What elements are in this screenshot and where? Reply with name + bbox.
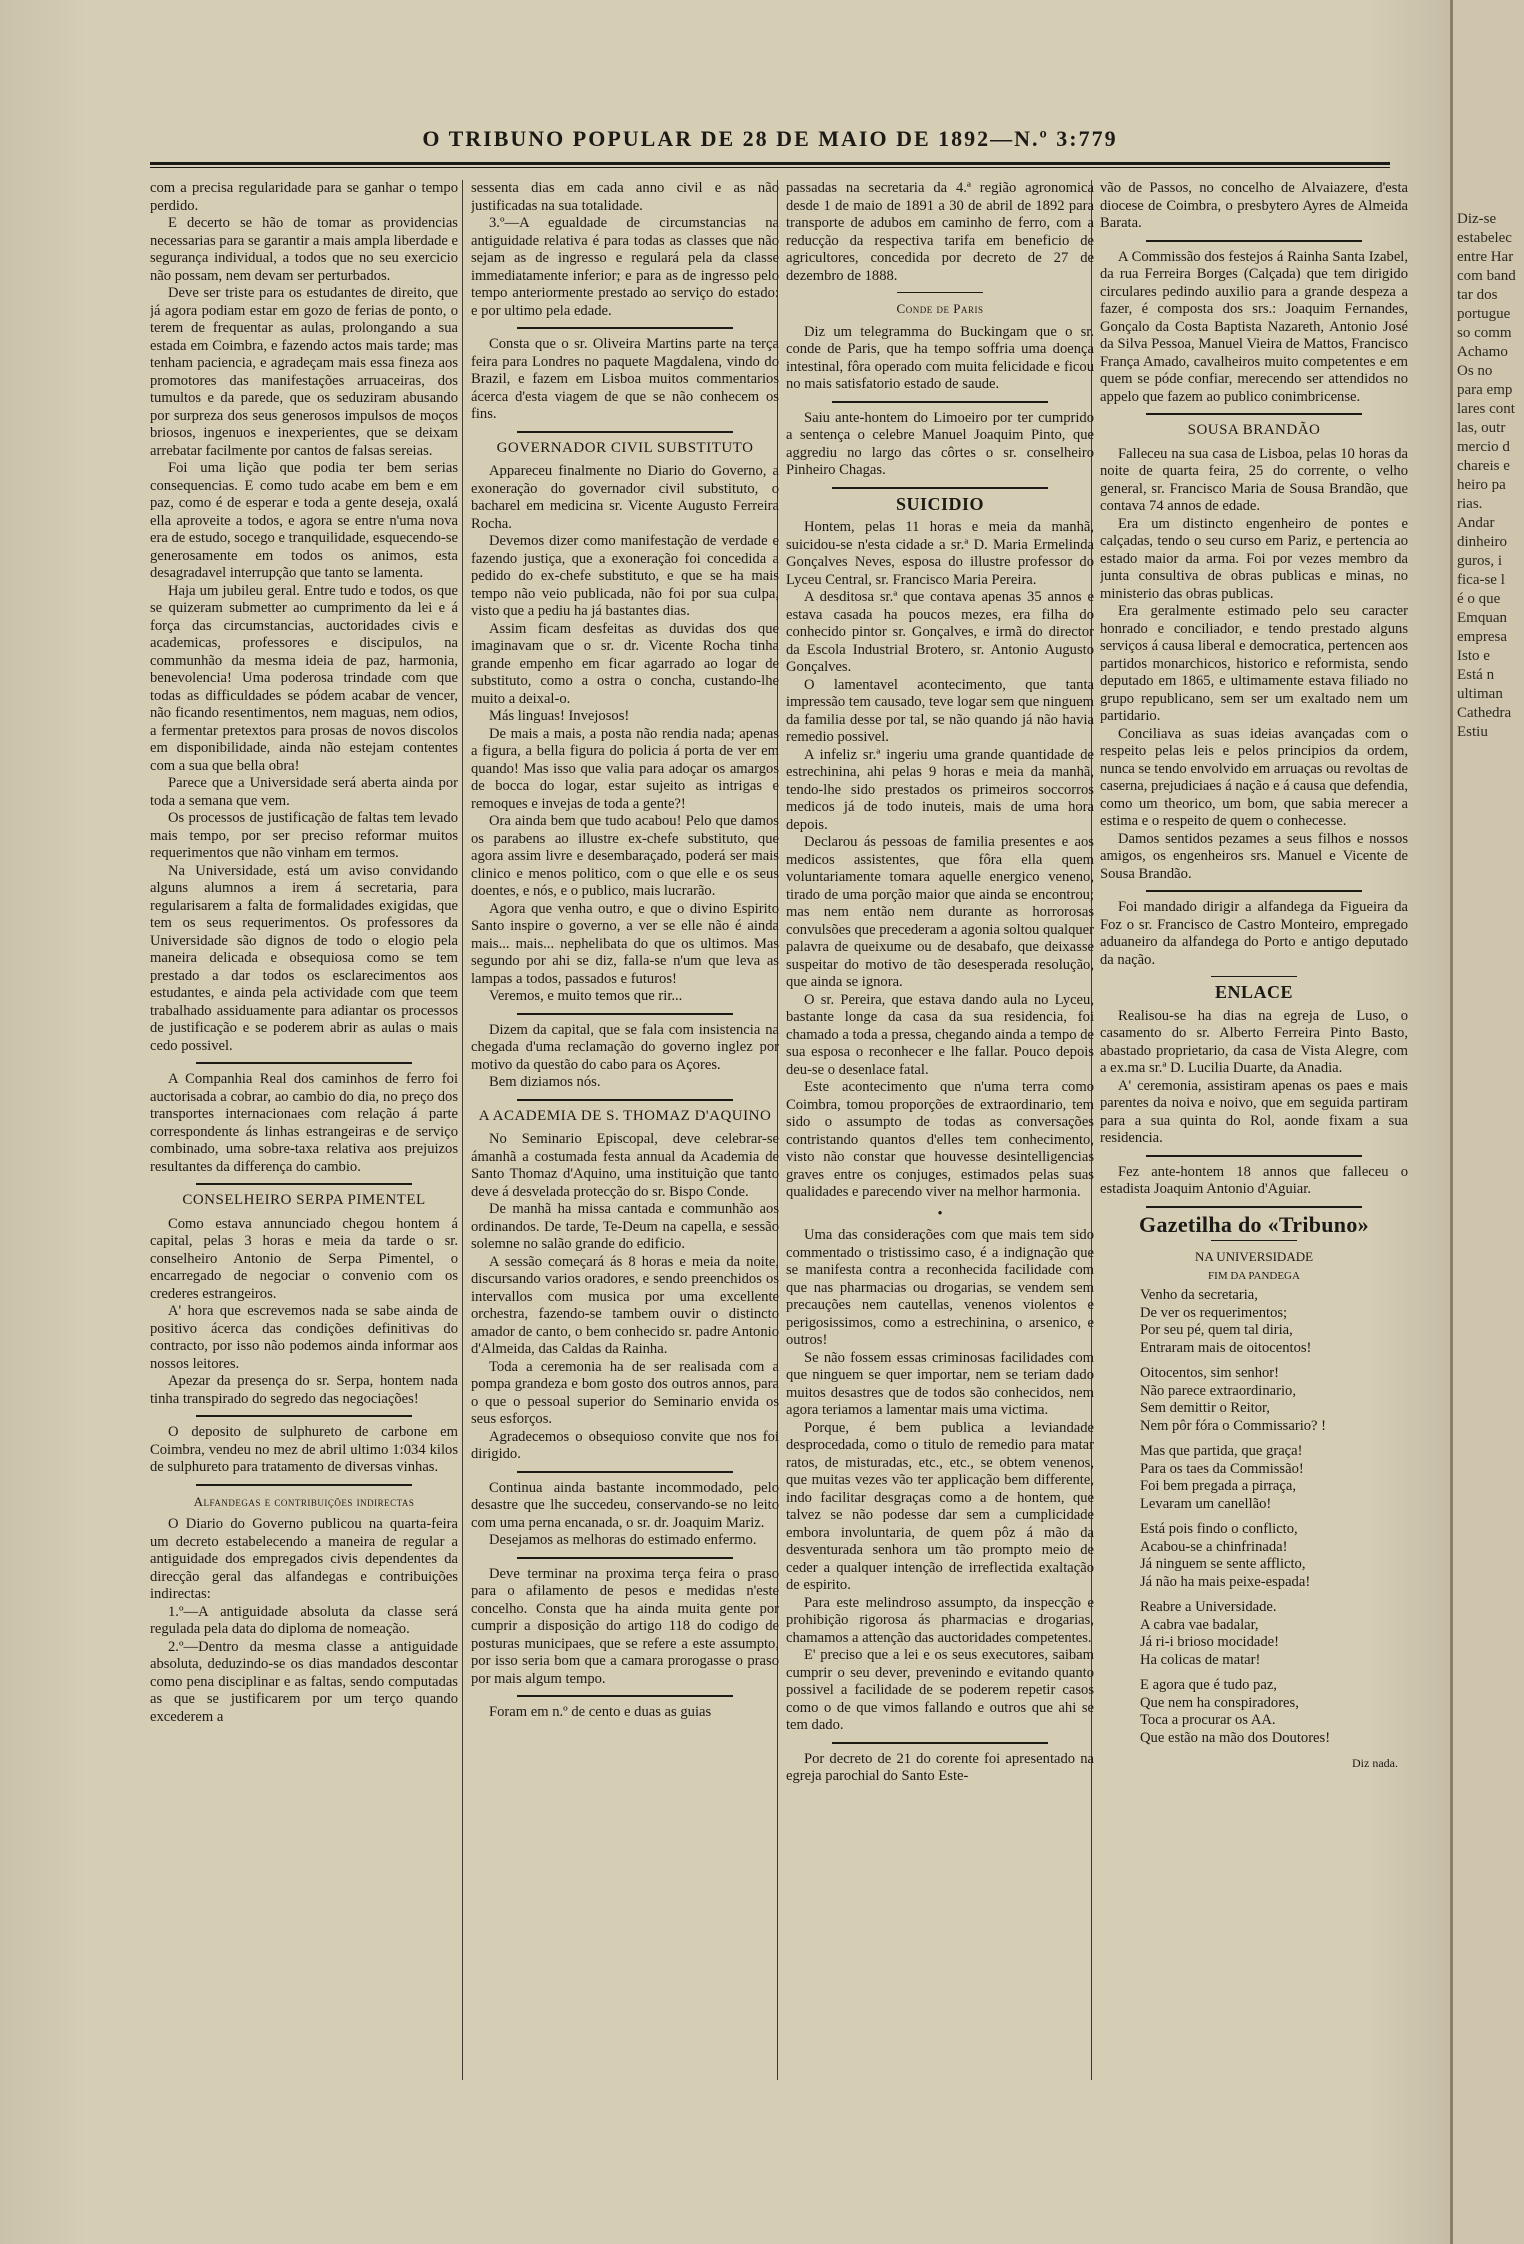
paragraph: Declarou ás pessoas de familia presentes e aos medicos assistentes, que fôra ella quem voluntariamente tomara aquelle energico veneno, tirado de uma porção maior que ainda se encontrou; mas nem então nem durante as horrorosas convulsões que precederam a agonia soltou qualquer palavra de queixume ou de desabafo, que deixasse suspeitar do motivo de tão desesperada resolução, que ainda se ignora.	[786, 834, 1094, 990]
gazetilha-subtitle-2: FIM DA PANDEGA	[1208, 1269, 1300, 1282]
adjacent-page-fragment: com band	[1457, 268, 1516, 284]
adjacent-page-fragment: tar dos	[1457, 287, 1498, 303]
adjacent-page-edge	[1450, 0, 1524, 2244]
adjacent-page-fragment: estabelec	[1457, 230, 1512, 246]
verse-line: Levaram um canellão!	[1140, 1495, 1272, 1512]
paragraph: Agora que venha outro, e que o divino Espirito Santo inspire o governo, a ver se elle não é ainda mais... mais... nephelibata do que os ultimos. Mas segundo por ahi se diz, falla-se n'um que leva as lampas a todos, passados e futuros!	[471, 900, 779, 987]
paragraph: Falleceu na sua casa de Lisboa, pelas 10 horas da noite de quarta feira, 25 do corrente, o velho general, sr. Francisco Maria de Sousa Brandão, que contava 74 annos de edade.	[1100, 445, 1408, 514]
adjacent-page-fragment: heiro pa	[1457, 477, 1506, 493]
paragraph: Era um distincto engenheiro de pontes e calçadas, tendo o seu curso em Pariz, e pertencia ao estado maior da arma. Foi por vezes membro da junta consultiva de obras publicas e minas, no ministerio das obras publicas.	[1100, 515, 1408, 602]
section-separator	[517, 327, 733, 329]
verse-stanza	[1140, 1521, 1408, 1591]
paragraph: Conciliava as suas ideias avançadas com o respeito pelas leis e pelos principios da ordem, nunca se tendo envolvido em arruaças ou revoltas de caserna, prejudiciaes á nação e á causa que defendia, como um theorico, um bom, que sabia merecer a estima e o respeito de quem o conhecesse.	[1100, 725, 1408, 829]
section-separator	[517, 1471, 733, 1473]
adjacent-page-fragment: so comm	[1457, 325, 1512, 341]
paragraph: Foi uma lição que podia ter bem serias consequencias. E como tudo acabe em bem e em paz, como é de esperar e toda a gente deseja, oxalá ella aproveite a todos, e agora se entre n'uma nova era de estudo, socego e tranquilidade, esquecendo-se generosamente em todos os animos, esta desagradavel interrupção que tanto se lamenta.	[150, 460, 458, 581]
verse-stanza	[1140, 1443, 1408, 1513]
verse-line: E agora que é tudo paz,	[1140, 1677, 1277, 1693]
paragraph: A desditosa sr.ª que contava apenas 35 annos e estava casada ha poucos mezes, era filha do conhecido pintor sr. Gonçalves, e irmã do director da Escola Industrial Brotero, sr. Antonio Augusto Gonçalves.	[786, 589, 1094, 675]
adjacent-page-fragment: Isto e	[1457, 648, 1490, 664]
verse-line: Nem pôr fóra o Commissario? !	[1140, 1417, 1327, 1434]
paragraph: Agradecemos o obsequioso convite que nos foi dirigido.	[471, 1428, 779, 1462]
paragraph: 2.º—Dentro da mesma classe a antiguidade absoluta, deduzindo-se os dias mandados descontar como pena disciplinar e as faltas, sendo computadas as que se justificarem por um terço quando excederem a	[150, 1638, 458, 1725]
adjacent-page-fragment: chareis e	[1457, 458, 1510, 474]
verse-line: Toca a procurar os AA.	[1140, 1712, 1276, 1728]
paragraph: passadas na secretaria da 4.ª região agronomica desde 1 de maio de 1891 a 30 de abril de 1892 para transporte de adubos em caminho de ferro, com a reducção da respectiva tarifa em beneficio de agricultores, concedida por decreto de 27 de dezembro de 1888.	[786, 180, 1094, 284]
paragraph: A sessão começará ás 8 horas e meia da noite, discursando varios oradores, e sendo preenchidos os intervallos com musica por uma excellente orchestra, fazendo-se tambem ouvir o distincto amador de canto, o bem conhecido sr. padre Antonio d'Almeida, das Caldas da Rainha.	[471, 1253, 779, 1357]
paragraph: Porque, é bem publica a leviandade desprocedada, como o titulo de remedio para matar ratos, de misturadas, etc., etc., se obtem venenos, que muitas vezes vão ter applicação bem differente, indo facilitar desgraças como a de hontem, que talvez se não podesse dar sem a cumplicidade embora involuntaria, de quem pôz á mão da desventurada senhora um tão prompto meio de ceder a qualquer intenção de irreflectida exaltação de espirito.	[786, 1419, 1094, 1593]
paragraph: Como estava annunciado chegou hontem á capital, pelas 3 horas e meia da tarde o sr. conselheiro Antonio de Serpa Pimentel, o encarregado de negociar o convenio com os crederes estrangeiros.	[150, 1215, 458, 1302]
adjacent-page-fragment: dinheiro	[1457, 534, 1507, 550]
adjacent-page-fragment: guros, i	[1457, 553, 1502, 569]
verse-line: Está pois findo o conflicto,	[1140, 1521, 1298, 1537]
header-rule-thin	[150, 167, 1390, 168]
paragraph: Apezar da presença do sr. Serpa, hontem nada tinha transpirado do segredo das negociações!	[150, 1373, 458, 1407]
verse-line: Foi bem pregada a pirraça,	[1140, 1478, 1296, 1494]
paragraph: No Seminario Episcopal, deve celebrar-se ámanhã a costumada festa annual da Academia de Santo Thomaz d'Aquino, uma instituição que tanto deve á desvelada protecção do sr. Bispo Conde.	[471, 1131, 779, 1200]
verse-line: Não parece extraordinario,	[1140, 1382, 1296, 1399]
section-separator	[1146, 413, 1362, 415]
article-heading: GOVERNADOR CIVIL SUBSTITUTO	[496, 439, 754, 456]
adjacent-page-fragment: ultiman	[1457, 686, 1503, 702]
paragraph: E' preciso que a lei e os seus executores, saibam cumprir o seu dever, prevenindo e evitando quanto possivel a facilidade de se poderem repetir casos como o de que vimos fallando e outros que ahi se tem dado.	[786, 1647, 1094, 1733]
verse-line: Oitocentos, sim senhor!	[1140, 1365, 1280, 1381]
paragraph: Os processos de justificação de faltas tem levado mais tempo, por ser preciso reformar muitos requerimentos que não vinham em termos.	[150, 810, 458, 861]
section-separator	[897, 292, 983, 293]
paragraph: Haja um jubileu geral. Entre tudo e todos, os que se quizeram submetter ao cumprimento da lei e á força das circumstancias, auctoridades civis e academicas, professores e discipulos, na communhão da mesma ideia de paz, harmonia, benevolencia! Uma poderosa trindade com que todas as difficuldades se pódem acabar de vencer, não ficando resentimentos, nem maguas, nem odios, a fermentar pretextos para prosas de novos discolos em disponibilidade, ainda não estejam contentes com a sua que bella obra!	[150, 582, 458, 774]
paragraph: Foi mandado dirigir a alfandega da Figueira da Foz o sr. Francisco de Castro Monteiro, empregado aduaneiro da alfandega do Porto e antigo deputado da nação.	[1100, 899, 1408, 968]
verse-line: Que estão na mão dos Doutores!	[1140, 1729, 1331, 1746]
verse-stanza	[1140, 1677, 1408, 1747]
paragraph: Ora ainda bem que tudo acabou! Pelo que damos os parabens ao illustre ex-chefe substituto, que agora assim livre e desembaraçado, poderá ser mais clinico e menos politico, com o que elle e os seus doentes, e nós, e o publico, mais lucrarão.	[471, 813, 779, 899]
verse-stanza	[1140, 1365, 1408, 1435]
paragraph: Fez ante-hontem 18 annos que falleceu o estadista Joaquim Antonio d'Aguiar.	[1100, 1163, 1408, 1197]
paragraph: Consta que o sr. Oliveira Martins parte na terça feira para Londres no paquete Magdalena, vindo do Brazil, e fazem em Lisboa muitos commentarios ácerca d'esta viagem de que se não conhecem os fins.	[471, 336, 779, 422]
signature: Diz nada.	[1352, 1756, 1398, 1770]
paragraph: Na Universidade, está um aviso convidando alguns alumnos a irem á secretaria, para regularisarem a falta de formalidades exigidas, que tem os seus requerimentos. Os professores da Universidade são dignos de todo o elogio pela maneira delicada e obsequiosa como se tem prestado a dar todos os esclarecimentos aos estudantes, e ainda pela actividade com que teem trabalhado assiduamente para adiantar os processos de justificação e se poderem abrir as aulas o mais cedo possivel.	[150, 862, 458, 1054]
section-separator	[1146, 240, 1362, 242]
paragraph: Devemos dizer como manifestação de verdade e fazendo justiça, que a exoneração foi concedida a pedido do ex-chefe substituto, e que se ha mais tempo não veio publicada, não foi por sua culpa, visto que a pediu ha já bastantes dias.	[471, 533, 779, 619]
verse-line: Entraram mais de oitocentos!	[1140, 1339, 1312, 1356]
adjacent-page-fragment: Emquan	[1457, 610, 1507, 626]
verse-line: De ver os requerimentos;	[1140, 1304, 1288, 1321]
section-separator	[832, 1742, 1048, 1744]
paragraph: A' ceremonia, assistiram apenas os paes e mais parentes da noiva e noivo, que em seguida partiram para a sua quinta do Rol, aonde fixam a sua residencia.	[1100, 1077, 1408, 1146]
section-separator	[517, 1099, 733, 1101]
paragraph: A infeliz sr.ª ingeriu uma grande quantidade de estrechinina, ahi pelas 9 horas e meia da manhã, tendo-lhe sido prestados os primeiros soccorros medicos já de todo inuteis, mais de uma hora depois.	[786, 746, 1094, 833]
verse-line: Sem demittir o Reitor,	[1140, 1400, 1270, 1416]
section-separator	[832, 487, 1048, 489]
section-separator	[1146, 890, 1362, 892]
adjacent-page-fragment: rias.	[1457, 496, 1483, 512]
section-separator	[196, 1415, 412, 1417]
adjacent-page-fragment: para emp	[1457, 382, 1513, 398]
verse-line: Reabre a Universidade.	[1140, 1599, 1277, 1615]
section-separator	[196, 1062, 412, 1064]
paragraph: Foram em n.º de cento e duas as guias	[489, 1704, 712, 1720]
paragraph: Desejamos as melhoras do estimado enfermo.	[489, 1532, 757, 1548]
paragraph: O Diario do Governo publicou na quarta-feira um decreto estabelecendo a maneira de regular a antiguidade dos empregados civis dependentes da direcção geral das alfandegas e contribuições indirectas:	[150, 1516, 458, 1602]
verse-line: Para os taes da Commissão!	[1140, 1460, 1304, 1477]
paragraph: Assim ficam desfeitas as duvidas dos que imaginavam que o sr. dr. Vicente Rocha tinha grande empenho em ficar agarrado ao logar de substituto, como a ostra o concha, custando-lhe muito a deixal-o.	[471, 620, 779, 707]
verse-line: Por seu pé, quem tal diria,	[1140, 1322, 1293, 1338]
paragraph: com a precisa regularidade para se ganhar o tempo perdido.	[150, 180, 458, 214]
article-heading: A ACADEMIA DE S. THOMAZ D'AQUINO	[478, 1107, 772, 1124]
adjacent-page-fragment: Os no	[1457, 363, 1493, 379]
verse-line: Acabou-se a chinfrinada!	[1140, 1538, 1288, 1555]
article-heading: SOUSA BRANDÃO	[1187, 422, 1321, 438]
section-separator	[196, 1484, 412, 1486]
gazetilha-subtitle: NA UNIVERSIDADE	[1194, 1249, 1314, 1264]
paragraph: Por decreto de 21 do corente foi apresentado na egreja parochial do Santo Este-	[786, 1750, 1094, 1784]
column-2	[471, 180, 779, 2080]
adjacent-page-fragment: Está n	[1457, 667, 1495, 683]
adjacent-page-fragment: mercio d	[1457, 439, 1510, 455]
article-heading: CONSELHEIRO SERPA PIMENTEL	[182, 1192, 426, 1208]
paragraph: A Companhia Real dos caminhos de ferro foi auctorisada a cobrar, ao cambio do dia, no preço dos transportes internacionaes com relação á parte correspondente ás linhas estrangeiras e de serviço combinado, uma sobre-taxa relativa aos prejuizos resultantes da differença do cambio.	[150, 1071, 458, 1175]
paragraph: Veremos, e muito temos que rir...	[489, 988, 683, 1004]
adjacent-page-fragment: empresa	[1457, 629, 1507, 645]
paragraph: O sr. Pereira, que estava dando aula no Lyceu, bastante longe da casa da sua residencia, foi chamado a toda a pressa, chegando ainda a tempo de sua esposa o reconhecer e lhe fallar. Pouco depois deu-se o desenlace fatal.	[786, 991, 1094, 1078]
bullet-divider: •	[937, 1205, 943, 1222]
adjacent-page-fragment: Andar	[1457, 515, 1495, 531]
paragraph: Deve terminar na proxima terça feira o praso para o afilamento de pesos e medidas n'este concelho. Consta que ha ainda muita gente por cumprir a disposição do artigo 118 do codigo de posturas municipaes, que se refere a este assumpto, por isso seria bom que a camara prorogasse o praso por mais algum tempo.	[471, 1565, 779, 1687]
paragraph: O deposito de sulphureto de carbone em Coimbra, vendeu no mez de abril ultimo 1:034 kilos de sulphureto para tratamento de diversas vinhas.	[150, 1424, 458, 1475]
paragraph: Uma das considerações com que mais tem sido commentado o tristissimo caso, é a indignação que se manifesta contra a reconhecida facilidade com que nas pharmacias ou drogarias, se vendem sem precauções nem cautellas, venenos violentos e perigosissimos, como a estrechinina, o arsenico, e outros!	[786, 1227, 1094, 1348]
adjacent-page-fragment: Estiu	[1457, 724, 1488, 740]
section-separator	[1211, 976, 1297, 977]
article-heading: Alfandegas e contribuições indirectas	[193, 1493, 415, 1509]
paragraph: A Commissão dos festejos á Rainha Santa Izabel, da rua Ferreira Borges (Calçada) que tem dirigido circulares pedindo auxilio para a grande despeza a fazer, é composta dos srs.: Joaquim Fernandes, Gonçalo da Costa Baptista Nazareth, Antonio José da Silva Pessoa, Manuel Vieira de Mattos, Francisco França Amado, cavalheiros muito competentes e em quem se póde confiar, merecendo ser attendidos no appelo que fazem ao publico conimbricense.	[1100, 248, 1408, 405]
article-heading: SUICIDIO	[895, 493, 985, 514]
adjacent-page-fragment: lares cont	[1457, 401, 1515, 417]
verse-line: Venho da secretaria,	[1140, 1287, 1258, 1303]
adjacent-page-fragment: entre Har	[1457, 249, 1514, 265]
paragraph: Era geralmente estimado pelo seu caracter honrado e conciliador, e tendo prestado alguns serviços á causa liberal e democratica, pertencen aos partidos monarchicos, historico e reformista, sendo deputado em 1865, e ultimamente estava filiado no grupo republicano, sem ser um exaltado nem um partidario.	[1100, 603, 1408, 724]
column-1	[150, 180, 458, 2080]
adjacent-page-fragment: Diz-se	[1457, 211, 1497, 227]
adjacent-page-fragment: las, outr	[1457, 420, 1506, 436]
paragraph: Deve ser triste para os estudantes de direito, que já agora podiam estar em gozo de ferias de ponto, o terem de frequentar as aulas, prolongando a sua estada em Coimbra, e fazendo actos mais tarde; mas tenham paciencia, e agradeçam mais essa fineza aos promotores das manifestações arruaceiras, dos tumultos e da parede, que os seduziram abusando por surpreza dos seus generosos impulsos de moços briosos, ingenuos e inexperientes, que se deixam arrebatar facilmente por cantos de falsas sereias.	[150, 285, 458, 459]
verse-stanza	[1140, 1599, 1408, 1669]
paragraph: Damos sentidos pezames a seus filhos e nossos amigos, os engenheiros srs. Manuel e Vicente de Sousa Brandão.	[1100, 830, 1408, 882]
paragraph: vão de Passos, no concelho de Alvaiazere, d'esta diocese de Coimbra, o presbytero Ayres de Almeida Barata.	[1100, 180, 1408, 231]
article-heading: ENLACE	[1214, 982, 1293, 1002]
paragraph: A' hora que escrevemos nada se sabe ainda de positivo ácerca das condições definitivas do contracto, por isso não podemos ainda informar aos nossos leitores.	[150, 1303, 458, 1372]
adjacent-page-fragment: portugue	[1457, 306, 1511, 322]
paragraph: Saiu ante-hontem do Limoeiro por ter cumprido a sentença o celebre Manuel Joaquim Pinto, que aggrediu no largo das côrtes o sr. conselheiro Pinheiro Chagas.	[786, 409, 1094, 478]
verse-line: Já ri-i brioso mocidade!	[1140, 1634, 1280, 1650]
paragraph: Se não fossem essas criminosas facilidades com que ninguem se quer importar, nem se teriam dado muitos desastres que de todos são conhecidos, nem agora teriamos a lamentar mais uma victima.	[786, 1349, 1094, 1418]
adjacent-page-fragment: fica-se l	[1457, 572, 1505, 588]
section-separator	[517, 1695, 733, 1697]
verse-line: Ha colicas de matar!	[1140, 1651, 1261, 1668]
section-separator	[517, 431, 733, 433]
section-separator	[196, 1183, 412, 1185]
section-separator	[1146, 1206, 1362, 1208]
paragraph: Dizem da capital, que se fala com insistencia na chegada d'uma reclamação do governo inglez por motivo da questão do cabo para os Açores.	[471, 1021, 779, 1073]
gazetilha-title: Gazetilha do «Tribuno»	[1139, 1211, 1369, 1237]
verse-stanza	[1140, 1287, 1408, 1357]
column-divider	[462, 180, 463, 2080]
page-header: O TRIBUNO POPULAR DE 28 DE MAIO DE 1892—N.º 3:779	[422, 126, 1118, 151]
paragraph: sessenta dias em cada anno civil e as não justificadas na sua totalidade.	[471, 180, 779, 214]
adjacent-page-fragment: é o que	[1457, 591, 1501, 607]
paragraph: Diz um telegramma do Buckingam que o sr. conde de Paris, que ha tempo soffria uma doença intestinal, fôra operado com muita felicidade e ficou no mais satisfatorio estado de saude.	[786, 323, 1094, 392]
adjacent-page-text	[1453, 210, 1524, 742]
paragraph: Hontem, pelas 11 horas e meia da manhã, suicidou-se n'esta cidade a sr.ª D. Maria Ermelinda Gonçalves Neves, esposa do illustre professor do Lyceu Central, sr. Francisco Maria Pereira.	[786, 519, 1094, 588]
paragraph: De manhã ha missa cantada e communhão aos ordinandos. De tarde, Te-Deum na capella, e sessão solemne no salão grande do edificio.	[471, 1201, 779, 1252]
paragraph: 3.º—A egualdade de circumstancias na antiguidade relativa é para todas as classes que não sejam as de ingresso e regulará pela da classe immediatamente inferior; e para as de ingresso pelo tempo anteriormente prestado ao serviço do estado: e por ultimo pela edade.	[471, 215, 779, 319]
paragraph: E decerto se hão de tomar as providencias necessarias para se garantir a mais ampla liberdade e segurança individual, a todos que no seu exercicio não possam, nem devam ser perturbados.	[150, 215, 458, 284]
section-separator	[1211, 1240, 1297, 1241]
paragraph: Realisou-se ha dias na egreja de Luso, o casamento do sr. Alberto Ferreira Pinto Basto, abastado proprietario, da casa de Vista Alegre, com a ex.ma sr.ª D. Lucilia Duarte, da Anadia.	[1100, 1007, 1408, 1076]
adjacent-page-fragment: Cathedra	[1457, 705, 1512, 721]
paragraph: Parece que a Universidade será aberta ainda por toda a semana que vem.	[150, 775, 458, 809]
adjacent-page-fragment: Achamo	[1457, 344, 1508, 360]
column-3	[786, 180, 1094, 2080]
paragraph: Appareceu finalmente no Diario do Governo, a exoneração do governador civil substituto, o bacharel em medicina sr. Vicente Augusto Ferreira Rocha.	[471, 463, 779, 532]
paragraph: Para este melindroso assumpto, da inspecção e prohibição rigorosa ás pharmacias e drogarias, chamamos a attenção das auctoridades competentes.	[786, 1594, 1094, 1646]
verse-line: Já ninguem se sente afflicto,	[1140, 1556, 1306, 1572]
paragraph: Más linguas! Invejosos!	[489, 708, 630, 724]
verse-line: A cabra vae badalar,	[1140, 1616, 1259, 1633]
paragraph: De mais a mais, a posta não rendia nada; apenas a figura, a bella figura do policia á porta de ver em quando! Mas isso que valia para adoçar os amargos de bocca do logar, estar sujeito as intrigas e remoques e invejas de toda a gente?!	[471, 725, 779, 812]
column-4	[1100, 180, 1408, 2080]
paragraph: Bem diziamos nós.	[489, 1074, 601, 1090]
paragraph: 1.º—A antiguidade absoluta da classe será regulada pela data do diploma de nomeação.	[150, 1603, 458, 1637]
paragraph: Este acontecimento que n'uma terra como Coimbra, tomou proporções de extraordinario, tem sido o assumpto de todas as conversações contristando quantos d'elles tem conhecimento, visto não constar que houvesse desintelligencias graves entre os conjuges, estimados pelas suas qualidades e parecendo viver na melhor harmonia.	[786, 1079, 1094, 1200]
section-separator	[517, 1557, 733, 1559]
header-rule	[150, 162, 1390, 165]
section-separator	[517, 1013, 733, 1015]
verse-line: Mas que partida, que graça!	[1140, 1443, 1303, 1459]
verse-line: Que nem ha conspiradores,	[1140, 1694, 1299, 1711]
verse-line: Já não ha mais peixe-espada!	[1140, 1573, 1311, 1590]
article-heading: Conde de Paris	[896, 301, 984, 316]
paragraph: Continua ainda bastante incommodado, pelo desastre que lhe succedeu, conservando-se no leito com uma perna encanada, o sr. dr. Joaquim Mariz.	[471, 1479, 779, 1531]
section-separator	[1146, 1155, 1362, 1157]
paragraph: O lamentavel acontecimento, que tanta impressão tem causado, teve logar sem que ninguem da familia desse por tal, se não quando já não havia remedio possivel.	[786, 676, 1094, 745]
paragraph: Toda a ceremonia ha de ser realisada com a pompa grandeza e bom gosto dos outros annos, para o que o pessoal superior do Seminario envida os seus esforços.	[471, 1358, 779, 1427]
section-separator	[832, 401, 1048, 403]
